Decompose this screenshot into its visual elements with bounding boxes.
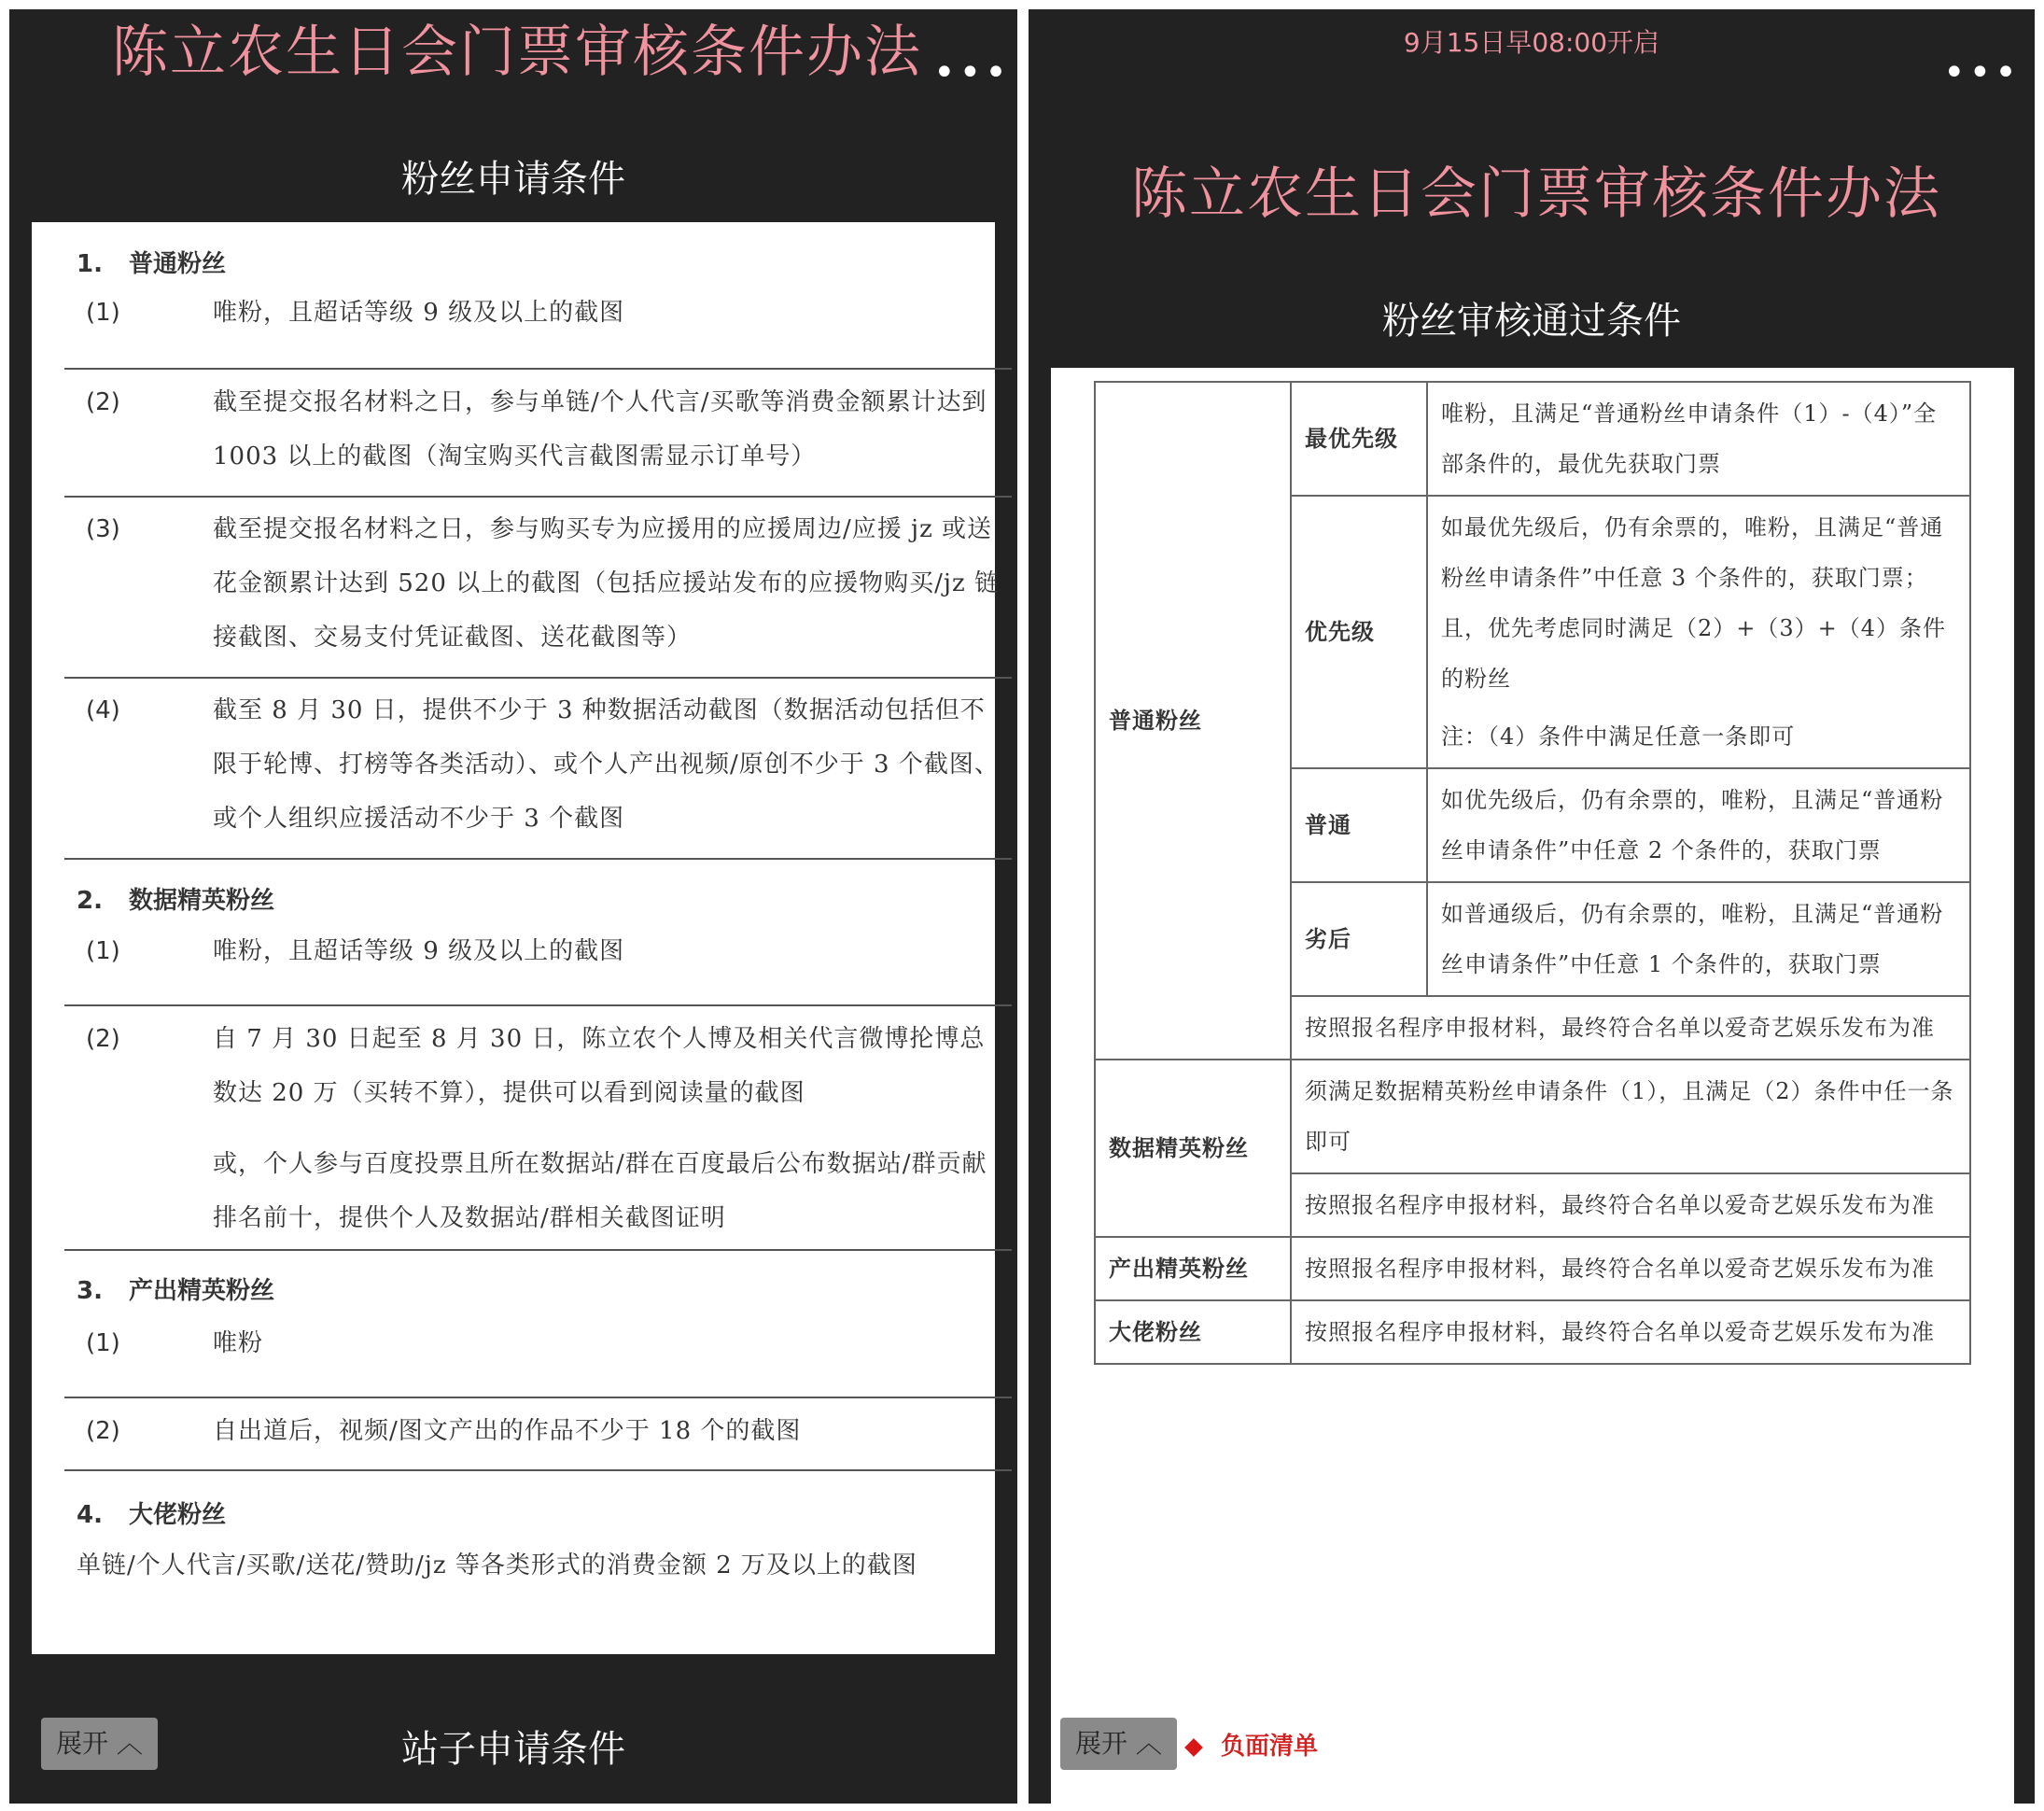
divider xyxy=(64,858,1012,860)
table-cell: 如最优先级后，仍有余票的，唯粉，且满足“普通粉丝申请条件”中任意 3 个条件的，获取门票；且，优先考虑同时满足（2）+（3）+（4）条件的粉丝 注：（4）条件中满足任意一条即可 xyxy=(1427,496,1970,768)
divider xyxy=(64,1004,1012,1006)
left-article-panel xyxy=(9,9,1017,1804)
group-heading-boss-fans: 4. 大佬粉丝 xyxy=(77,1501,227,1529)
divider xyxy=(64,368,1012,370)
priority-label: 优先级 xyxy=(1291,496,1427,768)
priority-label: 最优先级 xyxy=(1291,382,1427,496)
more-options-icon[interactable]: ••• xyxy=(1943,51,2021,94)
fan-application-card: 1. 普通粉丝 (1) 唯粉，且超话等级 9 级及以上的截图 (2) 截至提交报名材料之日，参与单链/个人代言/买歌等消费金额累计达到 1003 以上的截图（淘宝购买代言截图需显示订单号） (3) 截至提交报名材料之日，参与购买专为应援用的应援周边/应援 jz 或送花金额累计达到 520 以上的截图（包括应援站发布的应援物购买/jz 链接截图、交易支付凭证截图、送花截图等） (4) 截至 8 月 30 日，提供不少于 3 种数据活动截图（数据活动包括但不限于轮博、打榜等各类活动）、或个人产出视频/原创不少于 3 个截图、或个人组织应援活动不少于 3 个截图 2. 数据精英粉丝 (1) 唯粉，且超话等级 9 级及以上的截图 (2) 自 7 月 30 日起至 8 月 30 日，陈立农个人博及相关代言微博抡博总数达 20 万（买转不算），提供可以看到阅读量的截图 或，个人参与百度投票且所在数据站/群在百度最后公布数据站/群贡献排名前十，提供个人及数据站/群相关截图证明 3. 产出精英粉丝 (1) 唯粉 (2) 自出道后，视频/图文产出的作品不少于 18 个的截图 4. 大佬粉丝 单链/个人代言/买歌/送花/赞助/jz 等各类形式的消费金额 2 万及以上的截图 xyxy=(32,222,995,1654)
table-cell: 按照报名程序申报材料，最终符合名单以爱奇艺娱乐发布为准 xyxy=(1291,1300,1970,1364)
right-article-panel xyxy=(1029,9,2035,1804)
table-cell: 如普通级后，仍有余票的，唯粉，且满足“普通粉丝申请条件”中任意 1 个条件的，获取门票 xyxy=(1427,882,1970,996)
divider xyxy=(64,1397,1012,1398)
divider xyxy=(64,677,1012,679)
table-cell: 唯粉，且满足“普通粉丝申请条件（1）-（4）”全部条件的，最优先获取门票 xyxy=(1427,382,1970,496)
table-cell: 按照报名程序申报材料，最终符合名单以爱奇艺娱乐发布为准 xyxy=(1291,1173,1970,1237)
open-time-banner: 9月15日早08:00开启 xyxy=(1403,27,1660,58)
divider xyxy=(64,1249,1012,1251)
expand-button[interactable]: 展开 ︿ xyxy=(1060,1718,1177,1770)
diamond-bullet-icon xyxy=(1184,1738,1203,1757)
priority-label: 劣后 xyxy=(1291,882,1427,996)
divider xyxy=(64,496,1012,498)
table-cell: 须满足数据精英粉丝申请条件（1），且满足（2）条件中任一条即可 xyxy=(1291,1060,1970,1173)
more-options-icon[interactable]: ••• xyxy=(933,51,1011,94)
divider xyxy=(64,1469,1012,1471)
group-heading-output-elite: 3. 产出精英粉丝 xyxy=(77,1277,275,1305)
table-row xyxy=(1095,1060,1970,1173)
table-cell: 按照报名程序申报材料，最终符合名单以爱奇艺娱乐发布为准 xyxy=(1291,996,1970,1060)
section-title-approval-conditions: 粉丝审核通过条件 xyxy=(1382,300,1681,343)
section-title-station-application: 站子申请条件 xyxy=(401,1728,625,1771)
article-title: 陈立农生日会门票审核条件办法 xyxy=(1131,161,1941,227)
group-heading-data-elite: 2. 数据精英粉丝 xyxy=(77,887,275,915)
group-heading-normal-fans: 1. 普通粉丝 xyxy=(77,250,227,278)
table-cell: 按照报名程序申报材料，最终符合名单以爱奇艺娱乐发布为准 xyxy=(1291,1237,1970,1300)
expand-button[interactable]: 展开 ︿ xyxy=(41,1718,158,1770)
table-cell: 如优先级后，仍有余票的，唯粉，且满足“普通粉丝申请条件”中任意 2 个条件的，获取门票 xyxy=(1427,768,1970,882)
row-label-normal-fans: 普通粉丝 xyxy=(1095,382,1291,1060)
chevron-up-icon: ︿ xyxy=(1135,1728,1162,1759)
priority-label: 普通 xyxy=(1291,768,1427,882)
table-row xyxy=(1095,1237,1970,1300)
priority-note: 注：（4）条件中满足任意一条即可 xyxy=(1441,723,1796,750)
chevron-up-icon: ︿ xyxy=(116,1728,143,1759)
row-label-output-elite: 产出精英粉丝 xyxy=(1095,1237,1291,1300)
negative-list-heading: 负面清单 xyxy=(1187,1727,1318,1762)
approval-conditions-card xyxy=(1051,368,2014,1804)
approval-table xyxy=(1094,381,1971,1365)
article-title: 陈立农生日会门票审核条件办法 xyxy=(112,20,922,85)
section-title-fan-application: 粉丝申请条件 xyxy=(401,158,625,201)
row-label-data-elite: 数据精英粉丝 xyxy=(1095,1060,1291,1237)
boss-fans-description: 单链/个人代言/买歌/送花/赞助/jz 等各类形式的消费金额 2 万及以上的截图 xyxy=(77,1551,917,1579)
table-row xyxy=(1095,382,1970,496)
table-row xyxy=(1095,1300,1970,1364)
row-label-boss-fans: 大佬粉丝 xyxy=(1095,1300,1291,1364)
